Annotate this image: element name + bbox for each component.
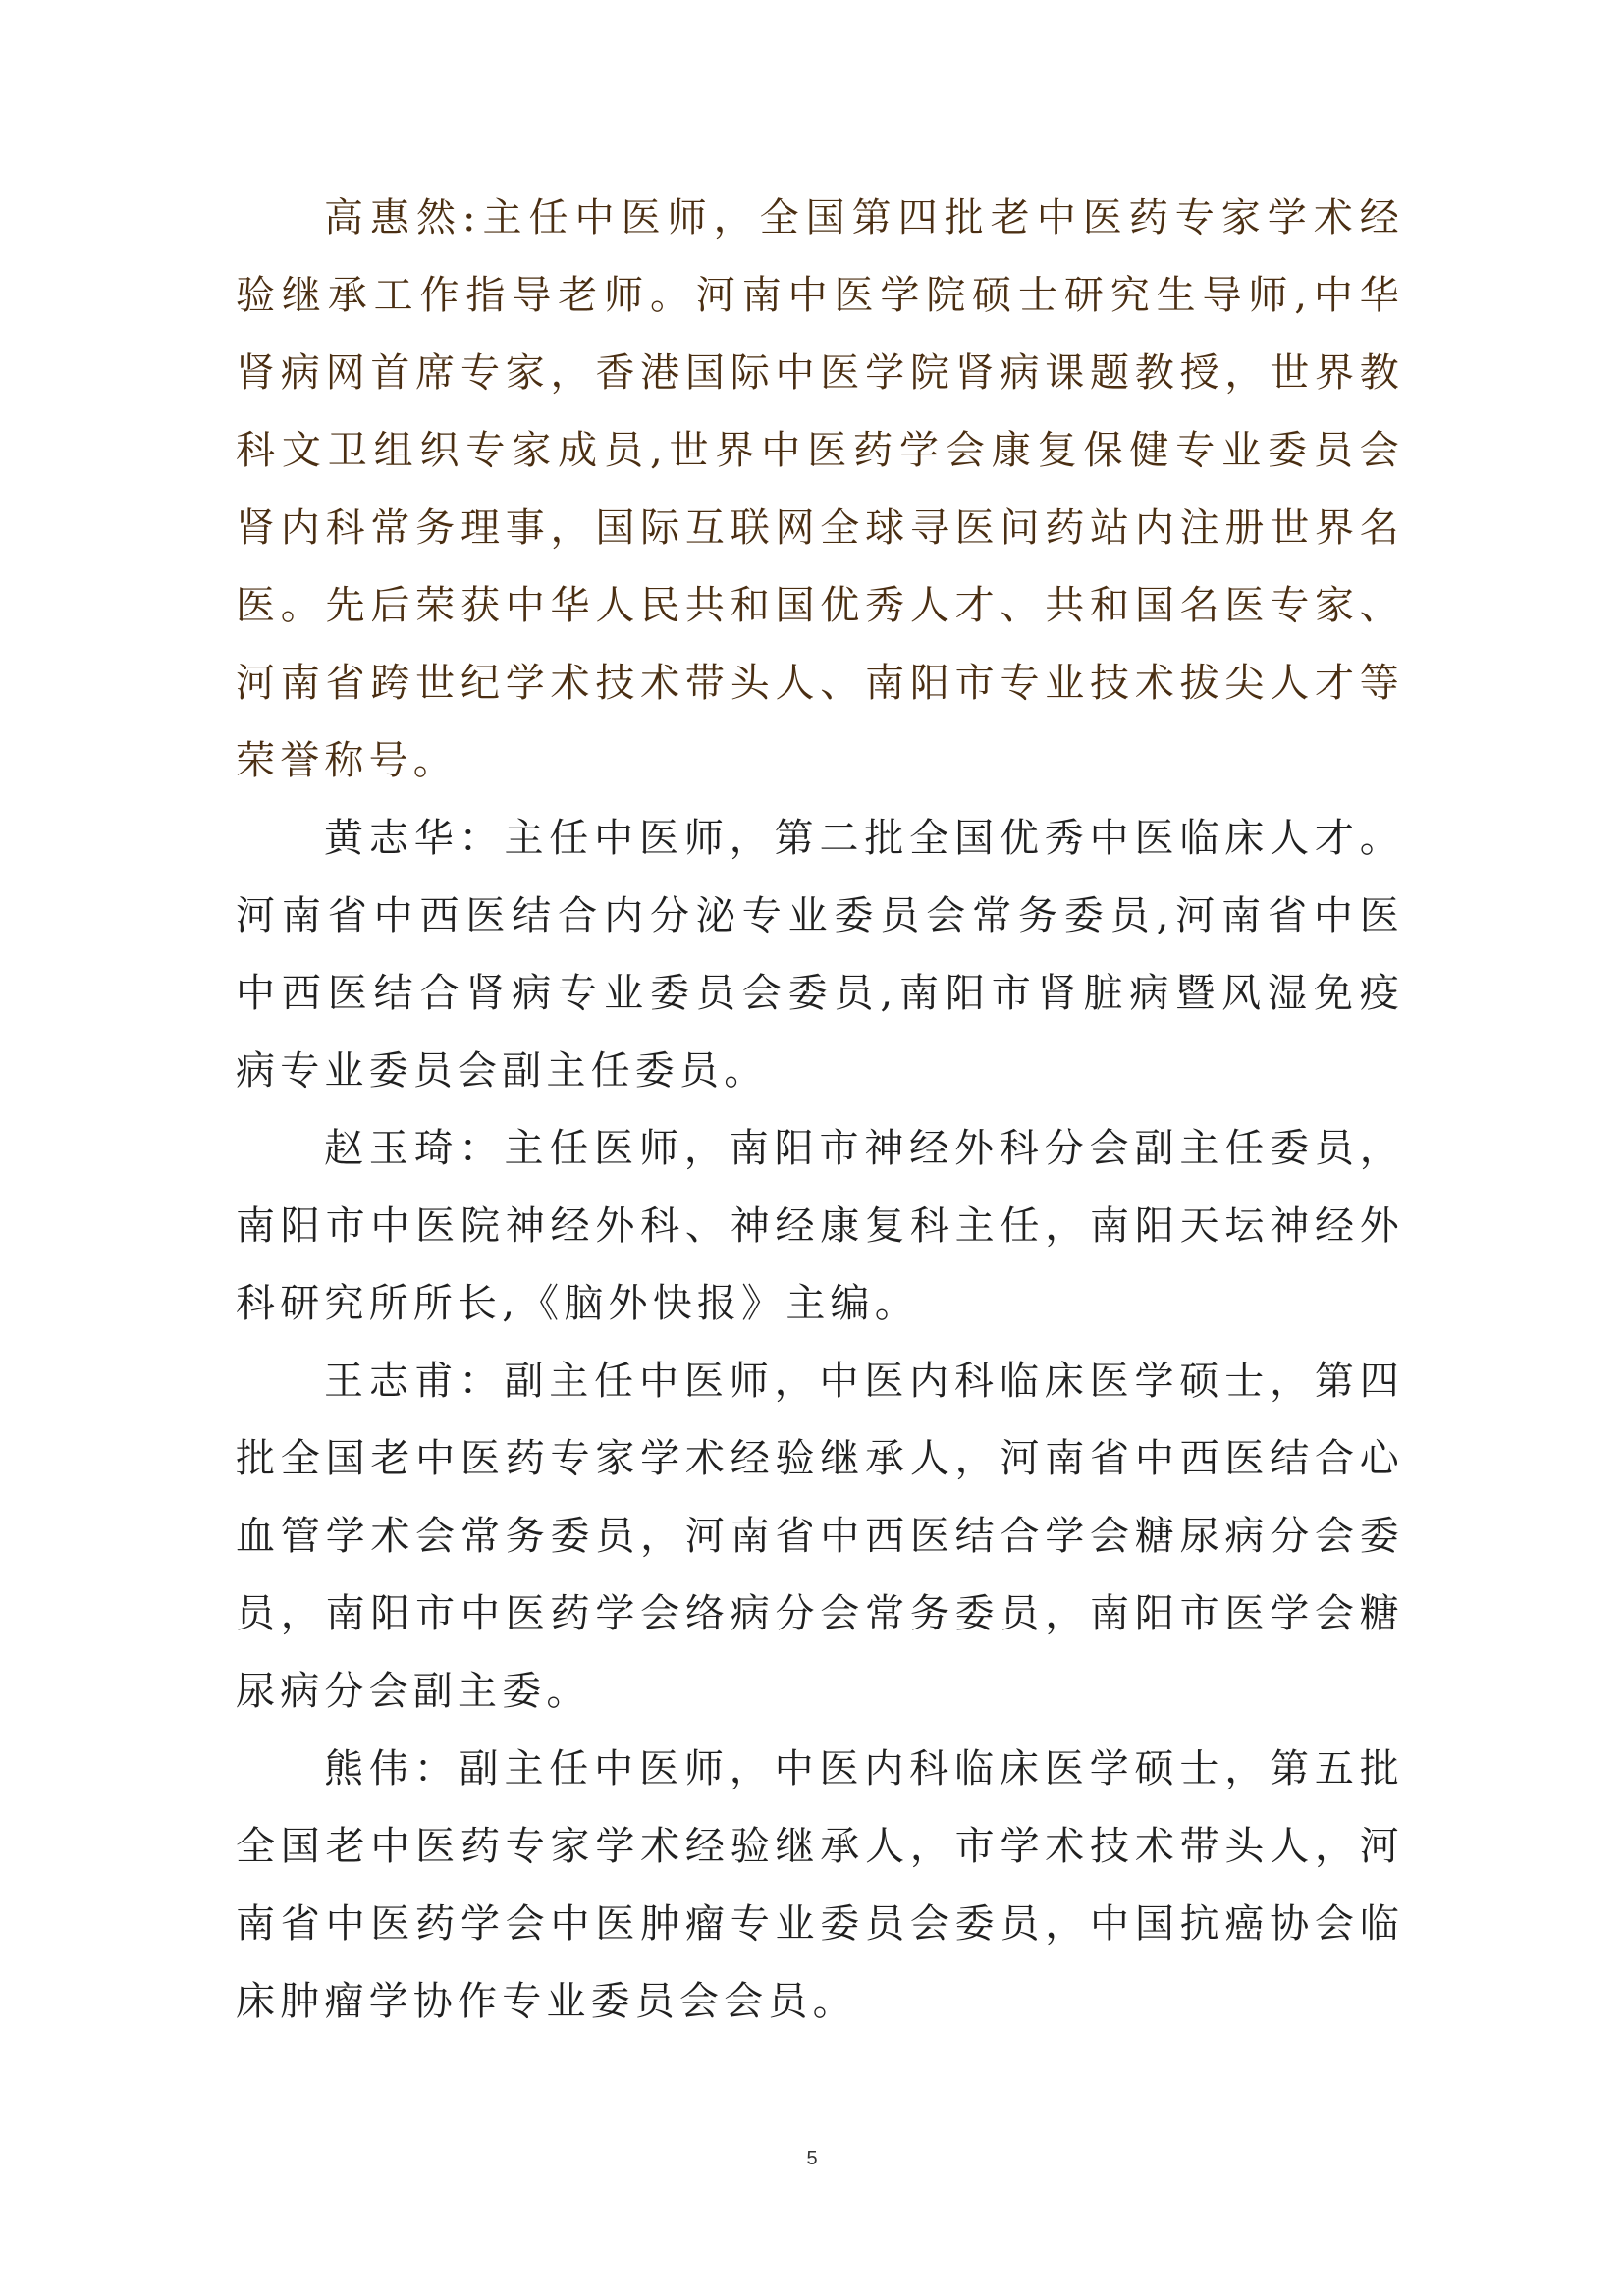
paragraph-xiong-wei: 熊伟：副主任中医师，中医内科临床医学硕士，第五批全国老中医药专家学术经验继承人，市学术技术带头人，河南省中医药学会中医肿瘤专业委员会委员，中国抗癌协会临床肿瘤学协作专业委员会会员。 [236,1746,1404,2024]
paragraph-gao-huiran: 高惠然:主任中医师，全国第四批老中医药专家学术经验继承工作指导老师。河南中医学院硕士研究生导师,中华肾病网首席专家，香港国际中医学院肾病课题教授，世界教科文卫组织专家成员,世界中医药学会康复保健专业委员会肾内科常务理事，国际互联网全球寻医问药站内注册世界名医。先后荣获中华人民共和国优秀人才、共和国名医专家、河南省跨世纪学术技术带头人、南阳市专业技术拔尖人才等荣誉称号。 [236,195,1404,783]
paragraph-zhao-yuqi: 赵玉琦：主任医师，南阳市神经外科分会副主任委员，南阳市中医院神经外科、神经康复科主任，南阳天坛神经外科研究所所长,《脑外快报》主编。 [236,1126,1404,1326]
paragraph-huang-zhihua: 黄志华：主任中医师，第二批全国优秀中医临床人才。河南省中西医结合内分泌专业委员会常务委员,河南省中医中西医结合肾病专业委员会委员,南阳市肾脏病暨风湿免疫病专业委员会副主任委员。 [236,816,1404,1094]
paragraph-wang-zhifu: 王志甫：副主任中医师，中医内科临床医学硕士，第四批全国老中医药专家学术经验继承人，河南省中西医结合心血管学术会常务委员，河南省中西医结合学会糖尿病分会委员，南阳市中医药学会络病分会常务委员，南阳市医学会糖尿病分会副主委。 [236,1359,1404,1714]
page-body [236,180,1404,2041]
page-number: 5 [806,2148,818,2169]
